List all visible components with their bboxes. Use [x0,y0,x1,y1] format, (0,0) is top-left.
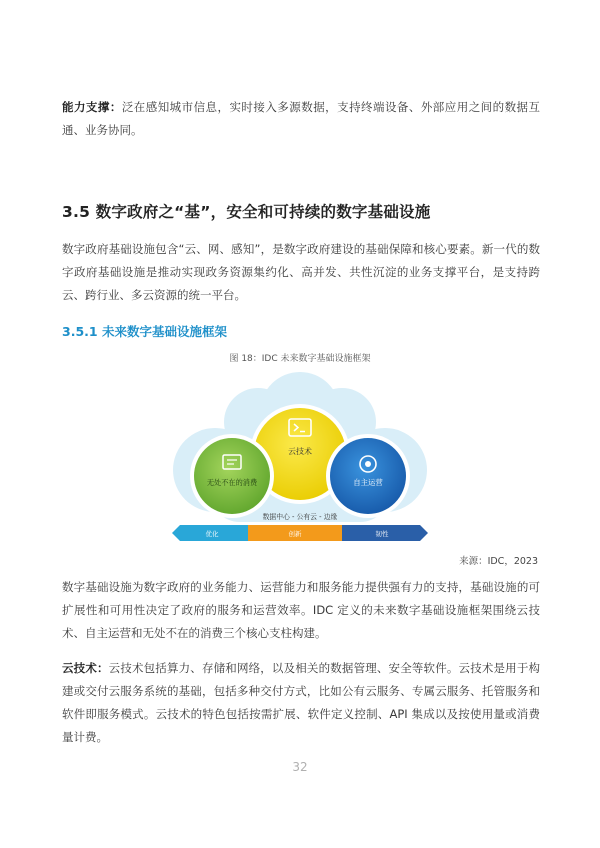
paragraph-infrastructure: 数字基础设施为数字政府的业务能力、运营能力和服务能力提供强有力的支持，基础设施的可扩展性和可用性决定了政府的服务和运营效率。IDC 定义的未来数字基础设施框架围绕云技术、自主运营和无处不在的消费三个核心支柱构建。 [62,580,540,640]
paragraph-text: 泛在感知城市信息，实时接入多源数据，支持终端设备、外部应用之间的数据互通、业务协同。 [62,100,541,137]
section-title: 3.5 数字政府之“基”，安全和可持续的数字基础设施 [62,203,431,221]
bar-label-optimize: 优化 [205,530,219,538]
autonomous-ops-circle [326,434,410,518]
arrow-bar [172,525,428,541]
figure-source: 来源：IDC，2023 [459,556,538,567]
paragraph-intro: 数字政府基础设施包含“云、网、感知”，是数字政府建设的基础保障和核心要素。新一代的数字政府基础设施是推动实现政务资源集约化、高并发、共性沉淀的业务支撑平台，是支持跨云、跨行业、多云资源的统一平台。 [62,242,540,302]
framework-diagram [170,372,430,544]
paragraph-capability [62,96,540,142]
page-number: 32 [292,760,308,774]
paragraph-label: 能力支撑： [62,100,122,114]
bar-label-innovate: 创新 [288,530,302,538]
figure-caption: 图 18：IDC 未来数字基础设施框架 [229,354,371,364]
paragraph-cloud-tech [62,657,540,749]
consumption-label: 无处不在的消费 [206,478,258,487]
subsection-title: 3.5.1 未来数字基础设施框架 [62,324,227,339]
framework-figure [170,372,430,544]
paragraph-label: 云技术： [62,661,109,675]
consumption-circle [190,434,274,518]
base-label: 数据中心 - 公有云 - 边缘 [262,513,338,521]
bar-label-resilience: 韧性 [375,530,389,538]
paragraph-text: 云技术包括算力、存储和网络，以及相关的数据管理、安全等软件。云技术是用于构建或交付云服务系统的基础，包括多种交付方式，比如公有云服务、专属云服务、托管服务和软件即服务模式。云技术的特色包括按需扩展、软件定义控制、API 集成以及按使用量或消费量计费。 [62,661,541,744]
cloud-tech-label: 云技术 [288,447,312,456]
autonomous-ops-label: 自主运营 [353,478,383,487]
